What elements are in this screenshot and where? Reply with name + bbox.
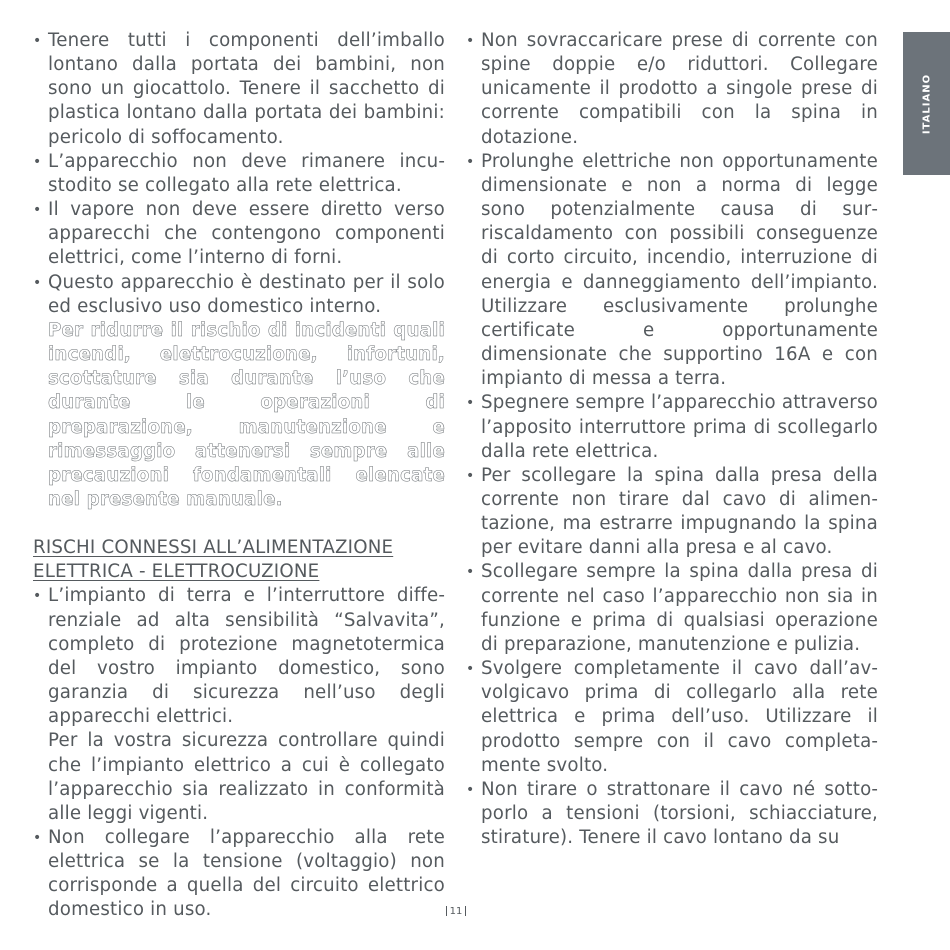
left-bullet-5-continuation: Per la vostra sicurezza controllare quindi che l’impianto elettrico a cui è collegato l’apparecchio sia realizzato in conformità alle leggi vigenti.: [48, 730, 445, 824]
page-number: [0, 906, 912, 917]
page-number-value: 11: [449, 906, 463, 917]
left-bullet-6: • Non collegare l’apparecchio alla rete elettrica se la tensione (voltaggio) non corrisponde a quella del circuito elettrico domestico in uso.: [33, 826, 445, 923]
section-heading: RISCHI CONNESSI ALL’ALIMENTAZIONE ELETTRICA - ELETTROCUZIONE: [33, 537, 394, 583]
left-column: [33, 29, 445, 923]
safety-warning: Per ridurre il rischio di incidenti quali incendi, elettrocuzione, infortuni, scottature sia durante l’uso che durante le operazioni di preparazione, manutenzione e rimessaggio attenersi sempre alle precauzioni fondamentali elencate nel presente manuale.: [48, 319, 445, 510]
page-number-bar-left: [446, 906, 447, 916]
right-bullet-6: • Svolgere completamente il cavo dall’avvolgicavo prima di collegarlo alla rete elettrica e prima dell’uso. Utilizzare il prodotto sempre con il cavo completamente svolto.: [466, 657, 878, 778]
left-bullet-1: • Tenere tutti i componenti dell’imballo lontano dalla portata dei bambini, non sono un giocattolo. Tenere il sacchetto di plastica lontano dalla portata dei bambini: pericolo di soffocamento.: [33, 29, 445, 150]
right-bullet-2: • Prolunghe elettriche non opportunamente dimensionate e non a norma di legge sono potenzialmente causa di surriscaldamento con possibili conseguenze di corto circuito, incendio, interruzione di energia e danneggiamento dell’impianto. Utilizzare esclusivamente prolunghe certificate e opportunamente dimensionate che supportino 16A e con impianto di messa a terra.: [466, 150, 878, 392]
language-tab-label: ITALIANO: [921, 73, 932, 134]
right-column: [466, 29, 878, 850]
page-number-bar-right: [465, 906, 466, 916]
right-bullet-4: • Per scollegare la spina dalla presa della corrente non tirare dal cavo di alimentazione, ma estrarre impugnando la spina per evitare danni alla presa e al cavo.: [466, 464, 878, 561]
left-bullet-2: • L’apparecchio non deve rimanere incustodito se collegato alla rete elettrica.: [33, 150, 445, 198]
left-bullet-3: • Il vapore non deve essere diretto verso apparecchi che contengono componenti elettrici, come l’interno di forni.: [33, 198, 445, 270]
left-bullet-5: • L’impianto di terra e l’interruttore differenziale ad alta sensibilità “Salvavita”, completo di protezione magnetotermica del vostro impianto domestico, sono garanzia di sicurezza nell’uso degli apparecchi elettrici.: [33, 584, 445, 729]
left-bullet-4: • Questo apparecchio è destinato per il solo ed esclusivo uso domestico interno.: [33, 271, 445, 319]
right-bullet-3: • Spegnere sempre l’apparecchio attraverso l’apposito interruttore prima di scollegarlo dalla rete elettrica.: [466, 391, 878, 463]
language-tab: [903, 32, 950, 175]
right-bullet-7: • Non tirare o strattonare il cavo né sottoporlo a tensioni (torsioni, schiacciature, stirature). Tenere il cavo lontano da su: [466, 778, 878, 850]
right-bullet-5: • Scollegare sempre la spina dalla presa di corrente nel caso l’apparecchio non sia in funzione e prima di qualsiasi operazione di preparazione, manutenzione e pulizia.: [466, 560, 878, 657]
right-bullet-1: • Non sovraccaricare prese di corrente con spine doppie e/o riduttori. Collegare unicamente il prodotto a singole prese di corrente compatibili con la spina in dotazione.: [466, 29, 878, 150]
